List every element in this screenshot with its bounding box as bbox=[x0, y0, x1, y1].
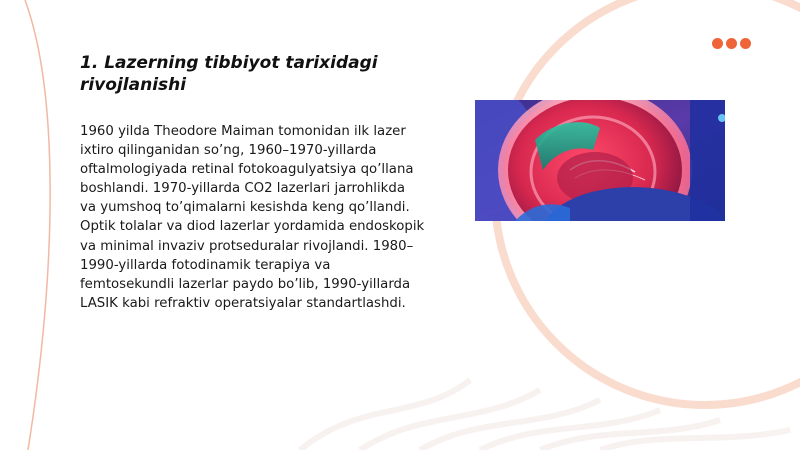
slide-body-text: 1960 yilda Theodore Maiman tomonidan ilk lazer ixtiro qilinganidan so’ng, 1960–1970-yillarda oftalmologiyada retinal fotokoagulyatsiya qo’llana boshlandi. 1970-yillarda CO2 lazerlari jarrohlikda va yumshoq to’qimalarni kesishda keng qo’llandi. Optik tolalar va diod lazerlar yordamida endoskopik va minimal invaziv protseduralar rivojlandi. 1980–1990-yillarda fotodinamik terapiya va femtosekundli lazerlar paydo bo’lib, 1990-yillarda LASIK kabi refraktiv operatsiyalar standartlashdi. bbox=[80, 124, 425, 311]
left-arc-decoration bbox=[25, 0, 50, 450]
dot-icon bbox=[712, 38, 723, 49]
more-dots-decoration bbox=[712, 38, 751, 49]
dot-icon bbox=[726, 38, 737, 49]
medical-laser-photo bbox=[475, 100, 725, 221]
bottom-texture bbox=[300, 380, 790, 450]
dot-icon bbox=[740, 38, 751, 49]
slide-title: 1. Lazerning tibbiyot tarixidagi rivojlanishi bbox=[80, 53, 378, 95]
